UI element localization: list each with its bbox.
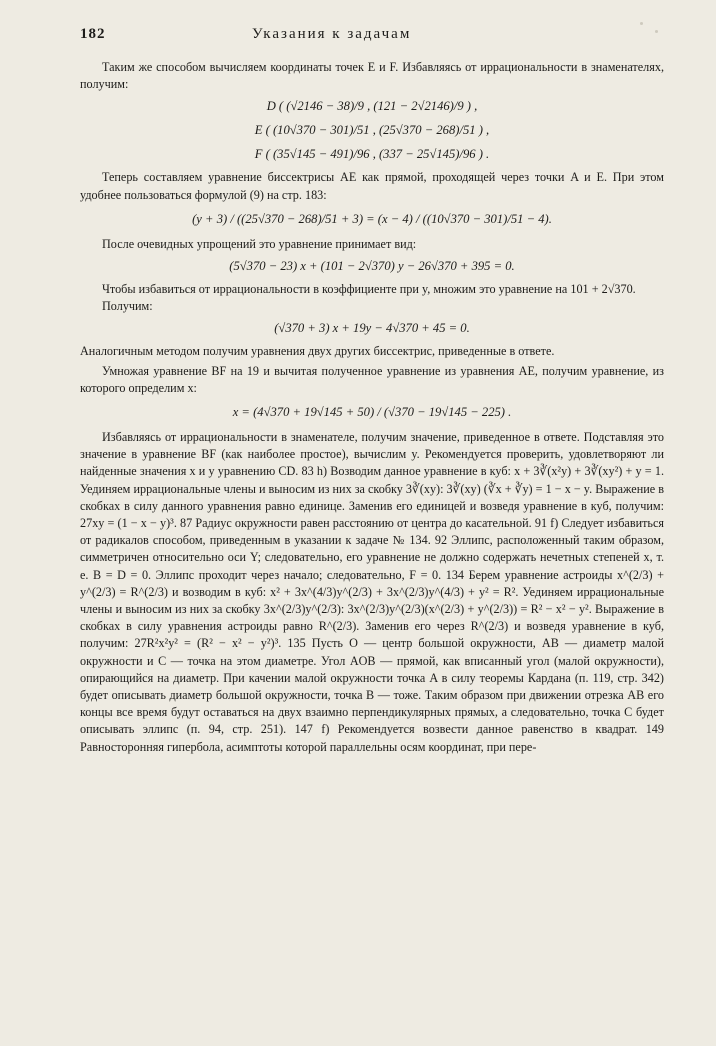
formula-bisector-result: (√370 + 3) x + 19y − 4√370 + 45 = 0.	[274, 321, 470, 336]
paragraph-other-bisectors: Аналогичным методом получим уравнения двух других биссектрис, приведенные в ответе.	[80, 344, 555, 359]
paragraph-simplification: После очевидных упрощений это уравнение принимает вид:	[102, 236, 417, 251]
formula-point-F: F ( (35√145 − 491)/96 , (337 − 25√145)/96 ) .	[254, 147, 490, 162]
paper-speck	[655, 30, 658, 33]
paragraph-obtain: Получим:	[102, 299, 153, 314]
formula-simplified-equation: (5√370 − 23) x + (101 − 2√370) y − 26√370 + 395 = 0.	[229, 259, 515, 274]
running-head: Указания к задачам	[252, 26, 412, 42]
formula-bisector-equation: (y + 3) / ((25√370 − 268)/51 + 3) = (x − 4) / ((10√370 − 301)/51 − 4).	[192, 211, 552, 226]
paragraph-coordinates-intro: Таким же способом вычисляем координаты точек E и F. Избавляясь от иррациональности в знаменателях, получим:	[80, 60, 664, 92]
paragraph-answers-continued: Избавляясь от иррациональности в знаменателе, получим значение, приведенное в ответе. Подставляя это значение в уравнение BF (как наиболее простое), вычислим y. Рекомендуется проверить, удовлетворяют ли найденные значения x и y уравнению CD. 83 h) Возводим данное уравнение в куб: x + 3∛(x²y) + 3∛(xy²) + y = 1. Уединяем иррациональные члены и выносим из них за скобку 3∛(xy): 3∛(xy) (∛x + ∛y) = 1 − x − y. Выражение в скобках в силу данного уравнения равно единице. Заменив его единицей и возведя уравнение в куб, получим: 27xy = (1 − x − y)³. 87 Радиус окружности равен расстоянию от центра до касательной. 91 f) Следует избавиться от радикалов способом, приведенным в указании к задаче № 134. 92 Эллипс, расположенный таким образом, симметричен относительно оси Y; следовательно, его уравнение не должно содержать нечетных степеней x, т. е. B = D = 0. Эллипс проходит через начало; следовательно, F = 0. 134 Берем уравнение астроиды x^(2/3) + y^(2/3) = R^(2/3) и возводим в куб: x² + 3x^(4/3)y^(2/3) + 3x^(2/3)y^(4/3) + y² = R². Уединяем иррациональные члены и выносим из них за скобку 3x^(2/3)y^(2/3): 3x^(2/3)y^(2/3)(x^(2/3) + y^(2/3)) = R² − x² − y². Выражение в скобках в силу уравнения астроиды равно R^(2/3). Заменив его через R^(2/3) и возведя уравнение в куб, получим: 27R²x²y² = (R² − x² − y²)³. 135 Пусть O — центр большой окружности, AB — диаметр малой окружности и C — точка на этом диаметре. Угол AOB — прямой, как вписанный угол (малой окружности), опирающийся на диаметр. При качении малой окружности точка A в силу теоремы Кардана (п. 119, стр. 342) будет описывать диаметр большой окружности, точка B — тоже. Таким образом при движении отрезка AB его концы все время будут оставаться на двух взаимно перпендикулярных прямых, а следовательно, точка C будет описывать эллипс (п. 94, стр. 251). 147 f) Рекомендуется возвести данное равенство в квадрат. 149 Равносторонняя гипербола, асимптоты которой параллельны осям координат, при пере-	[80, 430, 664, 754]
paragraph-rationalize: Чтобы избавиться от иррациональности в коэффициенте при y, множим это уравнение на 101 + 2√370.	[102, 282, 636, 297]
formula-point-D: D ( (√2146 − 38)/9 , (121 − 2√2146)/9 ) ,	[266, 99, 478, 114]
formula-point-E: E ( (10√370 − 301)/51 , (25√370 − 268)/51 ) ,	[254, 123, 490, 138]
paper-speck	[640, 22, 643, 25]
paragraph-bisector-intro: Теперь составляем уравнение биссектрисы AE как прямой, проходящей через точки A и E. При этом удобнее пользоваться формулой (9) на стр. 183:	[80, 170, 664, 202]
formula-x-value: x = (4√370 + 19√145 + 50) / (√370 − 19√145 − 225) .	[232, 405, 512, 420]
paragraph-multiply-BF: Умножая уравнение BF на 19 и вычитая полученное уравнение из уравнения AE, получим уравнение, из которого определим x:	[80, 363, 664, 395]
page-number: 182	[80, 26, 106, 42]
page-header	[80, 26, 664, 43]
